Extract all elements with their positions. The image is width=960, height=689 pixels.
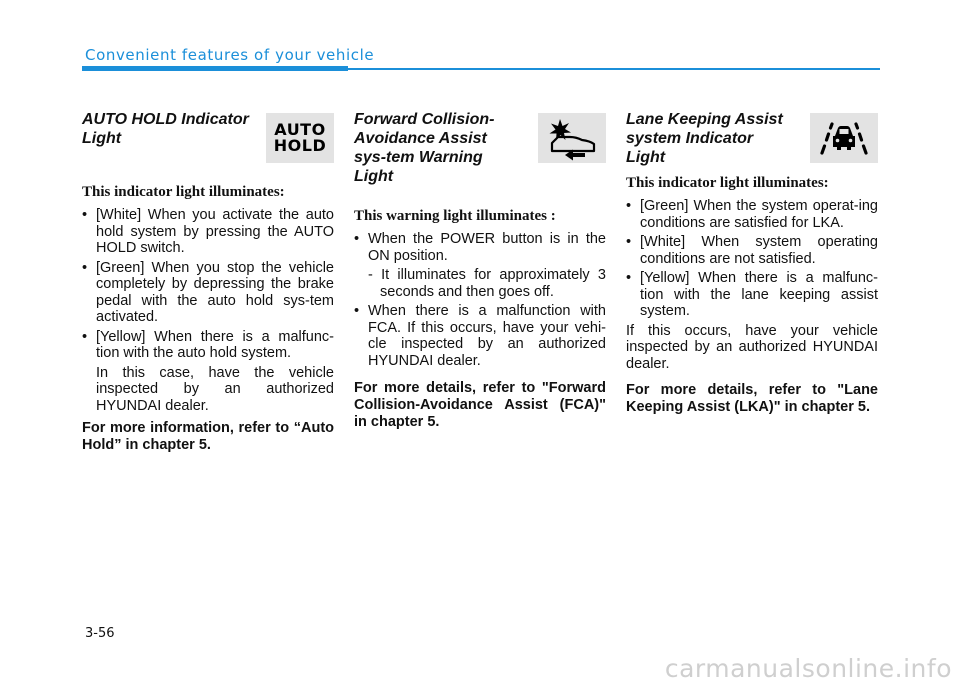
auto-hold-subtitle: This indicator light illuminates: (82, 184, 285, 200)
list-item: • When the POWER button is in the ON position. (354, 231, 606, 264)
header-rule-thin (348, 68, 880, 70)
fca-heading: Forward Collision-Avoidance Assist sys-tem Warning Light (354, 111, 495, 185)
list-item: • [Yellow] When there is a malfunc-tion with the auto hold system. (82, 329, 334, 362)
list-item: • [Green] When the system operat-ing conditions are satisfied for LKA. (626, 198, 878, 231)
list-item: • [White] When you activate the auto hold system by pressing the AUTO HOLD switch. (82, 207, 334, 257)
list-item: • [Green] When you stop the vehicle completely by depressing the brake pedal with the auto hold sys-tem activated. (82, 260, 334, 326)
auto-hold-heading: AUTO HOLD Indicator Light (82, 111, 249, 147)
lka-subtitle: This indicator light illuminates: (626, 175, 829, 191)
lane-keeping-svg (810, 113, 878, 163)
list-item: • When there is a malfunction with FCA. If this occurs, have your vehi-cle inspected by an authorized HYUNDAI dealer. (354, 303, 606, 369)
lka-paragraph: If this occurs, have your vehicle inspected by an authorized HYUNDAI dealer. (626, 322, 878, 372)
fca-reference: For more details, refer to "Forward Collision-Avoidance Assist (FCA)" in chapter 5. (354, 380, 606, 430)
auto-hold-reference: For more information, refer to “Auto Hold” in chapter 5. (82, 420, 334, 453)
auto-hold-note: In this case, have the vehicle inspected by an authorized HYUNDAI dealer. (96, 364, 334, 414)
forward-collision-warning-icon (538, 113, 606, 163)
list-item: • [Yellow] When there is a malfunc-tion with the lane keeping assist system. (626, 270, 878, 320)
forward-collision-svg (538, 113, 606, 163)
page-number: 3-56 (85, 626, 115, 641)
lka-heading: Lane Keeping Assist system Indicator Light (626, 111, 783, 166)
watermark: carmanualsonline.info (664, 654, 952, 683)
fca-subtitle: This warning light illuminates : (354, 208, 556, 224)
lka-reference: For more details, refer to "Lane Keeping Assist (LKA)" in chapter 5. (626, 382, 878, 415)
fca-list (354, 231, 606, 264)
lane-keeping-assist-icon (810, 113, 878, 163)
list-item: • [White] When system operating conditions are not satisfied. (626, 234, 878, 267)
section-title: Convenient features of your vehicle (85, 46, 375, 64)
auto-hold-icon-line1: AUTO (274, 120, 326, 139)
auto-hold-icon (266, 113, 334, 163)
header-rule-thick (82, 66, 348, 71)
auto-hold-section (82, 110, 334, 454)
auto-hold-list (82, 207, 334, 362)
fca-section (354, 110, 606, 431)
lka-list (626, 198, 878, 320)
lka-section (626, 110, 878, 416)
auto-hold-icon-line2: HOLD (273, 136, 327, 155)
fca-dash-note: - It illuminates for approximately 3 seconds and then goes off. (368, 267, 606, 300)
